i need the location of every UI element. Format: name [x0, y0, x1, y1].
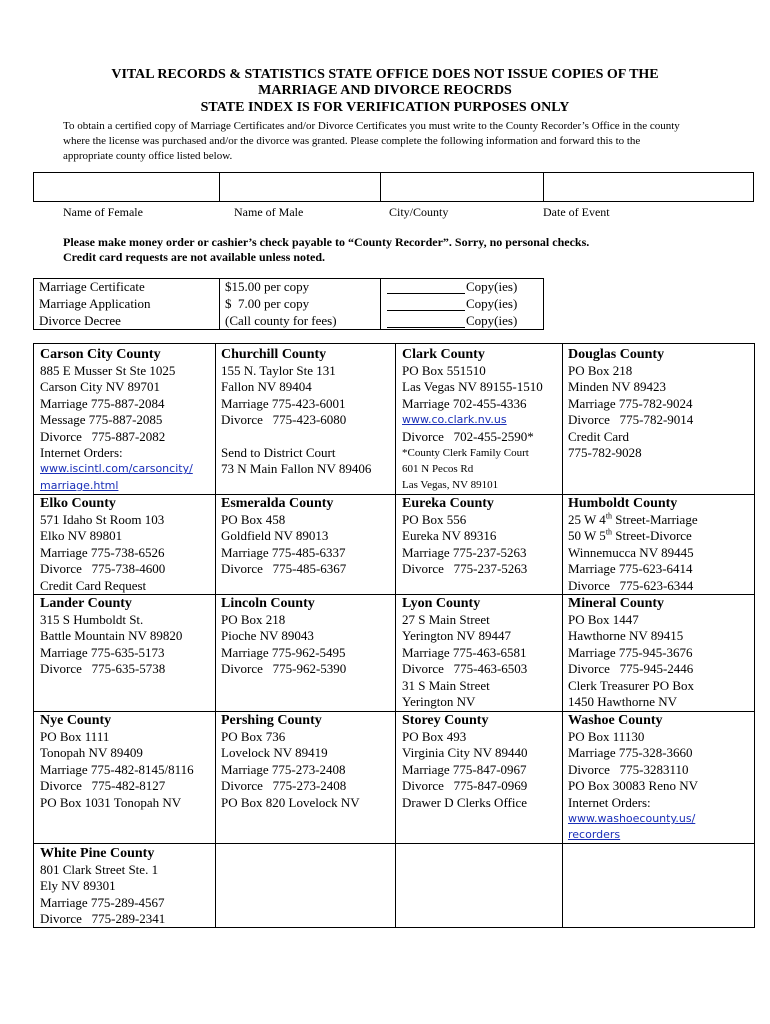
fee-item-divorce-decree: Divorce Decree	[39, 313, 121, 328]
phone-line: Divorce 775-782-9014	[568, 412, 694, 428]
phone-line: Divorce 775-463-6503	[402, 661, 528, 677]
address-line: Send to District Court	[221, 445, 336, 461]
address-line: PO Box 458	[221, 512, 286, 527]
county-name: Churchill County	[221, 347, 327, 362]
county-name: White Pine County	[40, 846, 155, 861]
address-line	[568, 512, 698, 528]
county-name: Mineral County	[568, 596, 665, 611]
county-name: Elko County	[40, 496, 116, 511]
address-line: Lovelock NV 89419	[221, 745, 328, 761]
internet-orders-label: Internet Orders:	[40, 445, 123, 461]
label-city-county: City/County	[389, 205, 449, 219]
phone-line: Divorce 775-237-5263	[402, 561, 528, 577]
address-line: PO Box 1447	[568, 612, 639, 627]
phone-line: Marriage 775-423-6001	[221, 395, 346, 411]
phone-line: Divorce 775-962-5390	[221, 661, 347, 677]
address-line: PO Box 1031 Tonopah NV	[40, 794, 182, 810]
county-name: Lander County	[40, 596, 132, 611]
address-line: PO Box 493	[402, 729, 467, 744]
county-name: Clark County	[402, 347, 485, 362]
phone-line: Marriage 775-485-6337	[221, 544, 346, 560]
county-name: Esmeralda County	[221, 496, 334, 511]
phone-line: Marriage 775-289-4567	[40, 894, 165, 910]
address-line: PO Box 11130	[568, 729, 645, 744]
phone-line: Divorce 775-273-2408	[221, 778, 347, 794]
address-line: Winnemucca NV 89445	[568, 544, 694, 560]
notice-line-1: Please make money order or cashier’s check payable to “County Recorder”. Sorry, no personal checks.	[63, 235, 590, 249]
phone-line: Divorce 775-423-6080	[221, 412, 347, 428]
address-part: 50 W 5	[568, 528, 606, 544]
phone-line: Divorce 775-3283110	[568, 761, 689, 777]
fee-item-marriage-application: Marriage Application	[39, 296, 151, 311]
address-line	[568, 528, 698, 544]
credit-card-line: Credit Card	[568, 428, 630, 444]
address-line: 31 S Main Street	[402, 677, 490, 693]
copies-blank[interactable]	[387, 310, 465, 311]
phone-line: Marriage 775-782-9024	[568, 395, 693, 411]
internet-orders-label: Internet Orders:	[568, 794, 651, 810]
address-line: 1450 Hawthorne NV	[568, 694, 678, 710]
address-line: Las Vegas, NV 89101	[402, 479, 499, 492]
county-churchill	[221, 346, 371, 478]
intro-line-3: appropriate county office listed below.	[63, 150, 233, 162]
address-line: Eureka NV 89316	[402, 528, 497, 544]
address-line: PO Box 736	[221, 729, 286, 744]
copies-label: Copy(ies)	[466, 296, 518, 311]
grid-column-divider	[215, 344, 216, 927]
address-line: PO Box 218	[221, 612, 286, 627]
washoe-county-link[interactable]: recorders	[568, 828, 621, 842]
entry-divider	[380, 173, 381, 201]
county-nye	[40, 712, 194, 811]
phone-line: Marriage 702-455-4336	[402, 395, 527, 411]
address-line: PO Box 1111	[40, 729, 110, 744]
phone-line: Message 775-887-2085	[40, 412, 163, 428]
header-line-3: STATE INDEX IS FOR VERIFICATION PURPOSES ONLY	[200, 100, 570, 115]
address-line: PO Box 218	[568, 363, 633, 378]
copies-label: Copy(ies)	[466, 313, 518, 328]
address-line: Battle Mountain NV 89820	[40, 628, 183, 644]
address-line: 885 E Musser St Ste 1025	[40, 363, 176, 378]
address-line: Yerington NV	[402, 694, 476, 710]
address-line: Clerk Treasurer PO Box	[568, 677, 695, 693]
phone-line: Divorce 775-847-0969	[402, 778, 528, 794]
copies-label: Copy(ies)	[466, 279, 518, 294]
phone-line: Divorce 775-289-2341	[40, 911, 166, 927]
phone-line: 775-782-9028	[568, 445, 642, 461]
fee-price: $15.00 per copy	[225, 279, 310, 294]
washoe-county-link[interactable]: www.washoecounty.us/	[568, 812, 696, 826]
address-line: Carson City NV 89701	[40, 379, 161, 395]
address-line: Ely NV 89301	[40, 878, 116, 894]
fee-price: $ 7.00 per copy	[225, 296, 310, 311]
notice-line-2: Credit card requests are not available unless noted.	[63, 250, 326, 264]
phone-line: Marriage 775-847-0967	[402, 761, 527, 777]
address-line: Yerington NV 89447	[402, 628, 511, 644]
county-pershing	[221, 712, 360, 811]
entry-divider	[219, 173, 220, 201]
address-line: PO Box 30083 Reno NV	[568, 778, 699, 794]
header-line-1: VITAL RECORDS & STATISTICS STATE OFFICE DOES NOT ISSUE COPIES OF THE	[111, 67, 659, 82]
county-carson-city	[40, 346, 193, 494]
address-line: Las Vegas NV 89155-1510	[402, 379, 543, 395]
county-lincoln	[221, 595, 346, 678]
county-lyon	[402, 595, 527, 710]
intro-paragraph	[63, 119, 713, 164]
payment-notice	[63, 235, 589, 265]
clark-county-link[interactable]: www.co.clark.nv.us	[402, 413, 507, 427]
phone-line: Divorce 775-485-6367	[221, 561, 347, 577]
address-line: Elko NV 89801	[40, 528, 123, 544]
phone-line: Marriage 775-482-8145/8116	[40, 761, 194, 777]
ordinal-suffix: th	[605, 528, 613, 538]
county-name: Storey County	[402, 713, 489, 728]
county-lander	[40, 595, 182, 678]
county-clark	[402, 346, 543, 493]
county-name: Carson City County	[40, 347, 161, 362]
fee-item-marriage-certificate: Marriage Certificate	[39, 279, 145, 294]
fees-divider	[380, 279, 381, 329]
credit-card-line: Credit Card Request	[40, 577, 147, 593]
address-line: 801 Clark Street Ste. 1	[40, 862, 159, 877]
phone-line: Marriage 775-463-6581	[402, 644, 527, 660]
county-name: Pershing County	[221, 713, 322, 728]
address-line: PO Box 820 Lovelock NV	[221, 794, 360, 810]
county-name: Lyon County	[402, 596, 481, 611]
address-line: 571 Idaho St Room 103	[40, 512, 165, 527]
phone-line: Divorce 775-623-6344	[568, 577, 694, 593]
phone-line: Marriage 775-237-5263	[402, 544, 527, 560]
phone-line: Marriage 775-962-5495	[221, 644, 346, 660]
phone-line: Divorce 775-945-2446	[568, 661, 694, 677]
address-line: Hawthorne NV 89415	[568, 628, 684, 644]
carson-city-link[interactable]: www.iscintl.com/carsoncity/	[40, 462, 193, 476]
county-name: Lincoln County	[221, 596, 315, 611]
county-name: Douglas County	[568, 347, 665, 362]
county-name: Humboldt County	[568, 496, 678, 511]
phone-line: Marriage 775-887-2084	[40, 395, 165, 411]
address-line: Minden NV 89423	[568, 379, 666, 395]
address-part: Street-Divorce	[612, 528, 692, 544]
county-storey	[402, 712, 528, 811]
carson-city-link[interactable]: marriage.html	[40, 478, 119, 492]
entry-table	[33, 172, 754, 202]
address-line: Fallon NV 89404	[221, 379, 312, 395]
address-line: Goldfield NV 89013	[221, 528, 329, 544]
label-name-of-female: Name of Female	[63, 205, 143, 219]
county-name: Washoe County	[568, 713, 663, 728]
spacer	[221, 429, 371, 445]
county-name: Eureka County	[402, 496, 494, 511]
phone-line: Marriage 775-738-6526	[40, 544, 165, 560]
county-name: Nye County	[40, 713, 112, 728]
ordinal-suffix: th	[605, 511, 613, 521]
county-eureka	[402, 495, 527, 578]
county-humboldt	[568, 495, 698, 594]
address-line: *County Clerk Family Court	[402, 447, 529, 460]
grid-column-divider	[395, 344, 396, 927]
phone-line: Divorce 775-482-8127	[40, 778, 166, 794]
county-esmeralda	[221, 495, 346, 578]
label-date-of-event: Date of Event	[543, 205, 610, 219]
county-elko	[40, 495, 165, 594]
address-part: Street-Marriage	[612, 512, 698, 527]
header-line-2: MARRIAGE AND DIVORCE REOCRDS	[258, 83, 512, 98]
address-line: PO Box 551510	[402, 363, 486, 378]
address-line: Drawer D Clerks Office	[402, 794, 528, 810]
phone-line: Divorce 775-635-5738	[40, 661, 166, 677]
phone-line: Divorce 775-738-4600	[40, 561, 166, 577]
entry-divider	[543, 173, 544, 201]
phone-line: Marriage 775-945-3676	[568, 644, 693, 660]
address-line: PO Box 556	[402, 512, 467, 527]
address-line: 73 N Main Fallon NV 89406	[221, 461, 372, 477]
county-washoe	[568, 712, 698, 844]
phone-line: Marriage 775-635-5173	[40, 644, 165, 660]
phone-line: Marriage 775-273-2408	[221, 761, 346, 777]
fees-divider	[219, 279, 220, 329]
address-line: 601 N Pecos Rd	[402, 463, 474, 476]
intro-line-2: where the license was purchased and/or the divorce was granted. Please complete the following information and forward this to the	[63, 135, 641, 147]
intro-line-1: To obtain a certified copy of Marriage Certificates and/or Divorce Certificates you must write to the County Recorder’s Office in the county	[63, 120, 680, 132]
grid-column-divider	[562, 344, 563, 927]
address-line: 27 S Main Street	[402, 612, 490, 627]
county-mineral	[568, 595, 694, 710]
address-line: Virginia City NV 89440	[402, 745, 528, 761]
county-douglas	[568, 346, 693, 461]
address-line: Tonopah NV 89409	[40, 745, 143, 761]
phone-line: Marriage 775-328-3660	[568, 745, 693, 761]
phone-line: Divorce 775-887-2082	[40, 428, 166, 444]
address-line: 315 S Humboldt St.	[40, 612, 144, 627]
address-part: 25 W 4	[568, 512, 606, 527]
fee-price: (Call county for fees)	[225, 313, 337, 328]
address-line: 155 N. Taylor Ste 131	[221, 363, 336, 378]
county-white-pine	[40, 845, 165, 928]
phone-line: Marriage 775-623-6414	[568, 561, 693, 577]
label-name-of-male: Name of Male	[234, 205, 304, 219]
address-line: Pioche NV 89043	[221, 628, 314, 644]
phone-line: Divorce 702-455-2590*	[402, 428, 534, 444]
copies-blank[interactable]	[387, 327, 465, 328]
copies-blank[interactable]	[387, 293, 465, 294]
